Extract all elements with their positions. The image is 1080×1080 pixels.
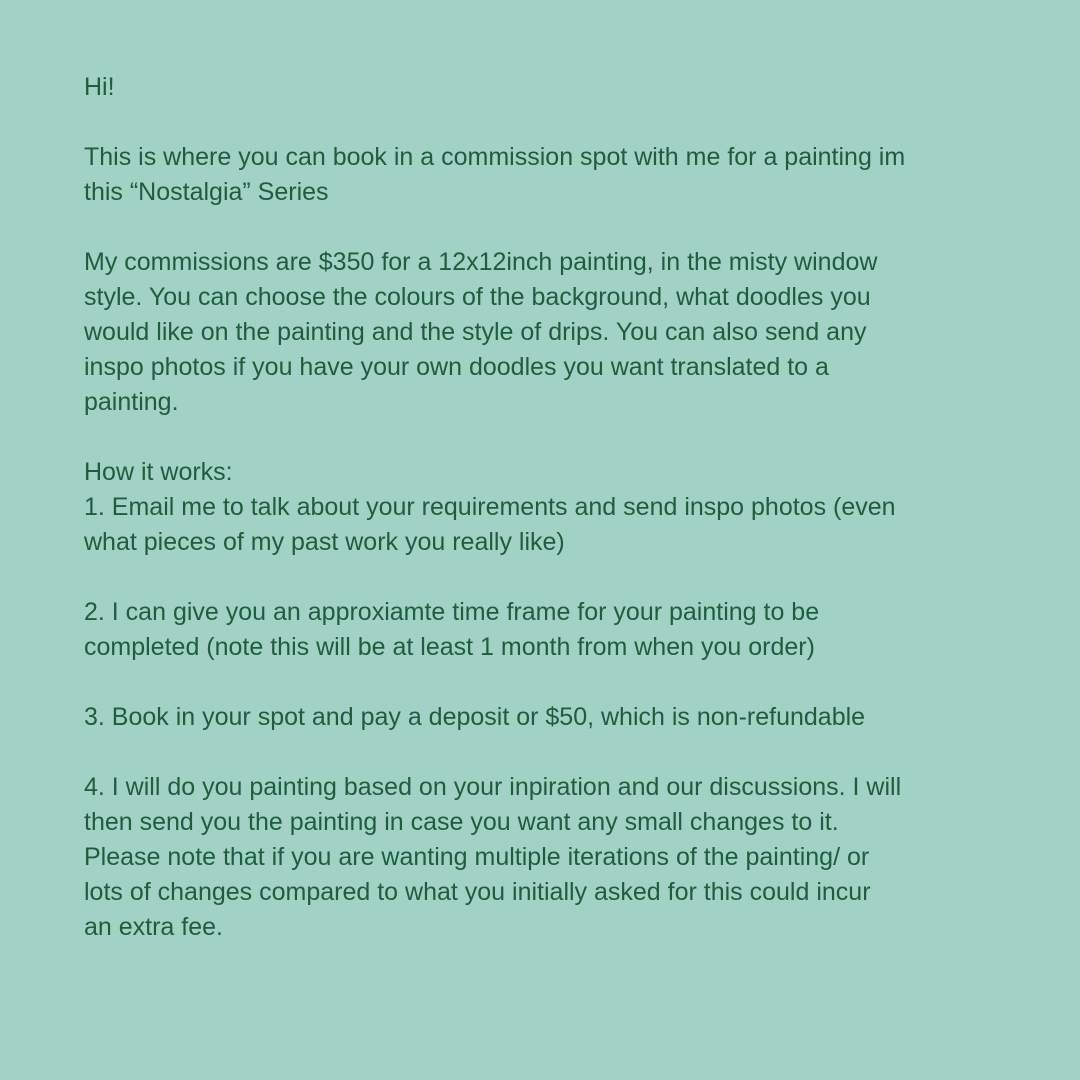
how-it-works-heading: How it works: xyxy=(84,458,233,486)
pricing-text: My commissions are $350 for a 12x12inch painting, in the misty window style. You can choose the colours of the background, what doodles you would like on the painting and the style of drips. You can also send any inspo photos if you have your own doodles you want translated to a painting. xyxy=(84,248,878,416)
step-3-text: 3. Book in your spot and pay a deposit or $50, which is non-refundable xyxy=(84,703,866,731)
step-2-text: 2. I can give you an approxiamte time frame for your painting to be completed (note this will be at least 1 month from when you order) xyxy=(84,598,820,661)
step-1-text: 1. Email me to talk about your requirements and send inspo photos (even what pieces of my past work you really like) xyxy=(84,493,896,556)
step-4-text: 4. I will do you painting based on your inpiration and our discussions. I will then send you the painting in case you want any small changes to it. Please note that if you are wanting multiple iterations of the painting/ or lots of changes compared to what you initially asked for this could incur an extra fee. xyxy=(84,773,902,941)
greeting-text: Hi! xyxy=(84,73,115,101)
intro-text: This is where you can book in a commission spot with me for a painting im this “Nostalgia” Series xyxy=(84,143,906,206)
